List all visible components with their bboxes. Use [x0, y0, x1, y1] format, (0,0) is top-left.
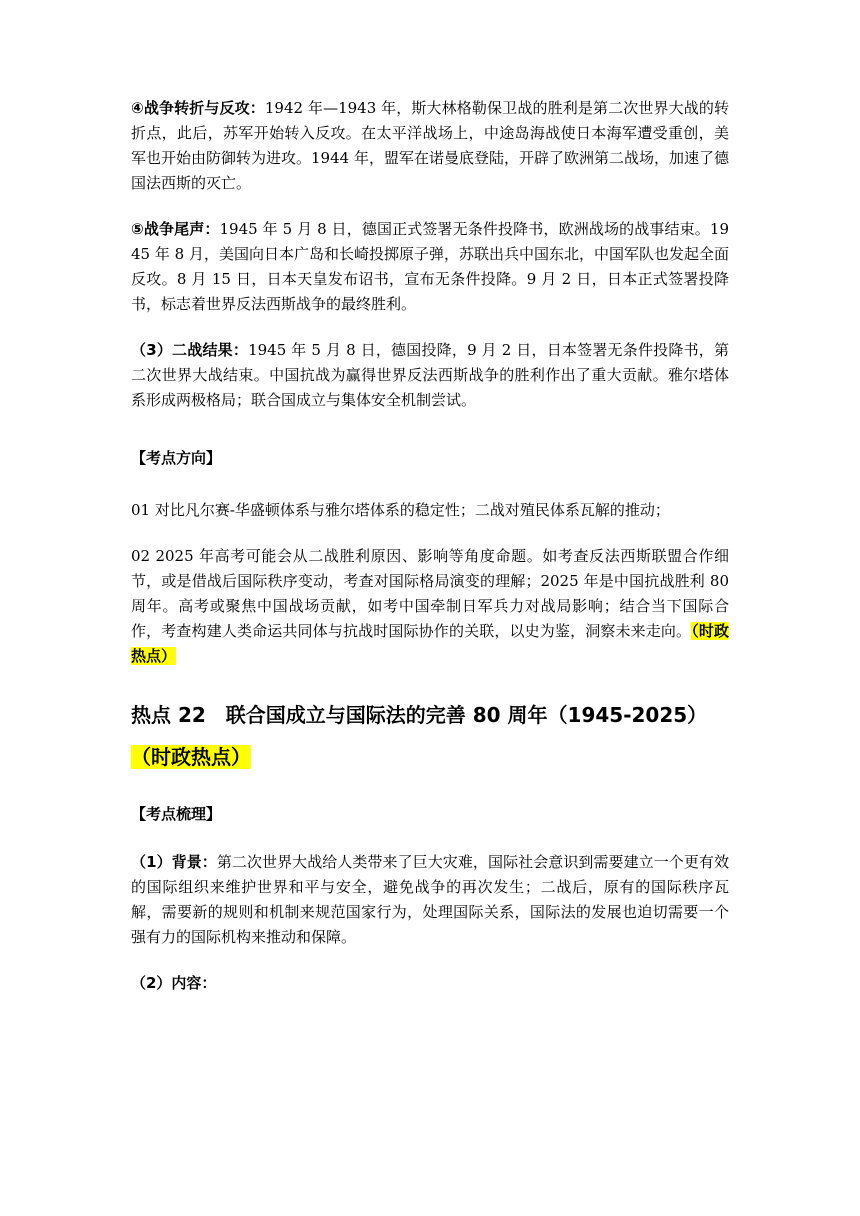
exam-direction-01: 01 对比凡尔赛-华盛顿体系与雅尔塔体系的稳定性；二战对殖民体系瓦解的推动； — [131, 501, 670, 519]
war-turning-point-label: ④战争转折与反攻： — [131, 99, 265, 117]
paragraph-background — [131, 850, 729, 950]
hot-topic-22-badge: （时政热点） — [131, 745, 251, 769]
exam-direction-heading: 【考点方向】 — [131, 449, 222, 467]
background-label: （1）背景： — [131, 853, 217, 871]
exam-direction-02 — [131, 544, 729, 669]
war-result-label: （3）二战结果： — [131, 341, 249, 359]
current-affairs-badge: （时政热点） — [131, 622, 729, 665]
war-end-text: 1945 年 5 月 8 日，德国正式签署无条件投降书，欧洲战场的战事结束。1945 年 8 月，美国向日本广岛和长崎投掷原子弹，苏联出兵中国东北，中国军队也发起全面反攻。8 月 15 日，日本天皇发布诏书，宣布无条件投降。9 月 2 日，日本正式签署投降书，标志着世界反法西斯战争的最终胜利。 — [131, 220, 729, 313]
war-result-text: 1945 年 5 月 8 日，德国投降，9 月 2 日，日本签署无条件投降书，第二次世界大战结束。中国抗战为赢得世界反法西斯战争的胜利作出了重大贡献。雅尔塔体系形成两极格局；联合国成立与集体安全机制尝试。 — [131, 341, 729, 409]
background-text: 第二次世界大战给人类带来了巨大灾难，国际社会意识到需要建立一个更有效的国际组织来维护世界和平与安全，避免战争的再次发生；二战后，原有的国际秩序瓦解，需要新的规则和机制来规范国家行为，处理国际关系，国际法的发展也迫切需要一个强有力的国际机构来推动和保障。 — [131, 853, 729, 946]
exam-direction-02-text: 02 2025 年高考可能会从二战胜利原因、影响等角度命题。如考查反法西斯联盟合作细节，或是借战后国际秩序变动，考查对国际格局演变的理解；2025 年是中国抗战胜利 80 周年。高考或聚焦中国战场贡献，如考中国牵制日军兵力对战局影响；结合当下国际合作，考查构建人类命运共同体与抗战时国际协作的关联，以史为鉴，洞察未来走向。 — [131, 547, 729, 640]
paragraph-war-result — [131, 338, 729, 413]
content-label: （2）内容： — [131, 974, 217, 992]
document-page — [131, 96, 729, 996]
exam-sort-heading: 【考点梳理】 — [131, 805, 222, 823]
war-end-label: ⑤战争尾声： — [131, 220, 220, 238]
hot-topic-22-title — [131, 694, 729, 778]
hot-topic-22-title-text: 热点 22 联合国成立与国际法的完善 80 周年（1945-2025） — [131, 703, 708, 727]
war-turning-point-text: 1942 年—1943 年，斯大林格勒保卫战的胜利是第二次世界大战的转折点，此后，苏军开始转入反攻。在太平洋战场上，中途岛海战使日本海军遭受重创，美军也开始由防御转为进攻。1944 年，盟军在诺曼底登陆，开辟了欧洲第二战场，加速了德国法西斯的灭亡。 — [131, 99, 730, 192]
paragraph-war-turning-point — [131, 96, 729, 196]
paragraph-war-end — [131, 217, 729, 317]
